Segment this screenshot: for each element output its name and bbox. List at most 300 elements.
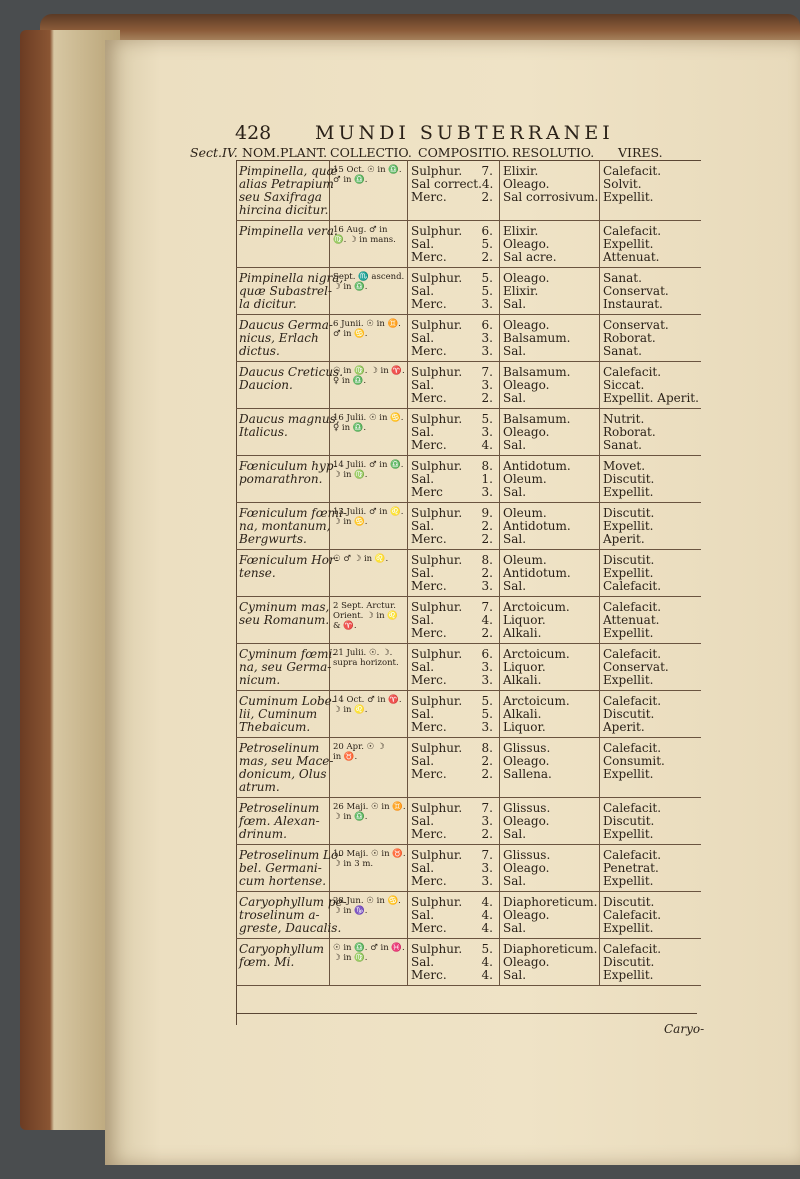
compositio-amount: 4. — [481, 177, 494, 191]
vires-cell — [600, 845, 702, 892]
collectio-line: 2 Sept. Arctur. — [333, 601, 396, 611]
compositio-element: Sal. — [411, 814, 435, 828]
plant-name-line: la dicitur. — [239, 297, 297, 311]
compositio-amount: 2. — [481, 532, 493, 546]
compositio-element: Sulphur. — [411, 741, 463, 755]
resolutio-line: Sal corrosivum. — [503, 190, 599, 204]
collectio-line: 13 Julii. ♂ in ♌. — [333, 507, 404, 517]
plant-name-line: Petroselinum Lo- — [239, 848, 343, 862]
resolutio-line: Sal acre. — [503, 250, 557, 264]
plant-name-line: fœm. Alexan- — [239, 814, 320, 828]
collectio-cell — [330, 221, 408, 268]
table-row — [236, 409, 701, 456]
plant-name-line: Italicus. — [239, 425, 288, 439]
compositio-element: Sal. — [411, 378, 435, 392]
compositio-element: Sulphur. — [411, 365, 463, 379]
plant-name-line: nicus, Erlach — [239, 331, 319, 345]
compositio-cell — [408, 456, 500, 503]
compositio-element: Sulphur. — [411, 506, 463, 520]
table-row — [236, 221, 701, 268]
collectio-line: 16 Aug. ♂ in — [333, 225, 388, 235]
collectio-cell — [330, 161, 408, 221]
vires-line: Movet. — [603, 459, 646, 473]
compositio-cell — [408, 161, 500, 221]
collectio-line: ☽ in ♍. — [333, 470, 368, 480]
compositio-amount: 2. — [481, 391, 493, 405]
resolutio-line: Glissus. — [503, 741, 551, 755]
vires-cell — [600, 221, 702, 268]
plant-name-cell — [236, 221, 338, 268]
plant-name-line: atrum. — [239, 780, 280, 794]
compositio-cell — [408, 362, 500, 409]
collectio-line: 28 Jun. ☉ in ♋. — [333, 896, 401, 906]
compositio-amount: 3. — [481, 579, 493, 593]
collectio-line: ♍. ☽ in mans. — [333, 235, 396, 245]
compositio-element: Sal. — [411, 754, 435, 768]
collectio-line: ☉ in ♍. ☽ in ♈. — [333, 366, 405, 376]
vires-line: Expellit. — [603, 968, 654, 982]
vires-line: Expellit. Aperit. — [603, 391, 699, 405]
plant-name-cell — [236, 268, 344, 315]
plant-name-cell — [236, 845, 343, 892]
compositio-element: Sal. — [411, 613, 435, 627]
resolutio-cell — [500, 550, 600, 597]
vires-line: Consumit. — [603, 754, 665, 768]
plant-name-line: seu Saxifraga — [239, 190, 322, 204]
resolutio-line: Alkali. — [503, 673, 542, 687]
compositio-element: Sulphur. — [411, 318, 463, 332]
vires-line: Aperit. — [603, 720, 645, 734]
collectio-cell — [330, 738, 408, 798]
compositio-amount: 9. — [481, 506, 493, 520]
plant-name-line: dictus. — [239, 344, 280, 358]
compositio-cell — [408, 644, 500, 691]
resolutio-line: Oleago. — [503, 318, 550, 332]
col-head-collectio: COLLECTIO. — [330, 145, 412, 160]
plant-name-cell — [236, 456, 338, 503]
compositio-amount: 3. — [481, 660, 493, 674]
resolutio-line: Sal. — [503, 297, 527, 311]
compositio-element: Sal. — [411, 519, 435, 533]
compositio-cell — [408, 597, 500, 644]
compositio-amount: 2. — [481, 250, 493, 264]
compositio-element: Sal. — [411, 861, 435, 875]
compositio-element: Sal correct. — [411, 177, 482, 191]
table-row — [236, 456, 701, 503]
resolutio-line: Sal. — [503, 968, 527, 982]
table-row — [236, 691, 701, 738]
compositio-element: Sulphur. — [411, 801, 463, 815]
compositio-amount: 4. — [481, 955, 493, 969]
compositio-amount: 3. — [481, 331, 493, 345]
compositio-amount: 4. — [481, 895, 493, 909]
vires-line: Attenuat. — [603, 250, 660, 264]
plant-name-line: Caryophyllum pe- — [239, 895, 347, 909]
compositio-amount: 4. — [481, 921, 493, 935]
compositio-element: Sulphur. — [411, 459, 463, 473]
collectio-line: ☉ in ♎. ♂ in ♓. — [333, 943, 405, 953]
compositio-element: Merc. — [411, 579, 447, 593]
vires-cell — [600, 315, 702, 362]
vires-cell — [600, 644, 702, 691]
plant-name-line: Daucus magnus, — [239, 412, 340, 426]
vires-cell — [600, 738, 702, 798]
collectio-line: Sept. ♏ ascend. — [333, 272, 405, 282]
resolutio-line: Alkali. — [503, 707, 542, 721]
collectio-line: ☽ in ♍. — [333, 953, 368, 963]
compositio-element: Sal. — [411, 566, 435, 580]
vires-line: Calefacit. — [603, 694, 662, 708]
resolutio-line: Oleago. — [503, 237, 550, 251]
resolutio-line: Sal. — [503, 438, 527, 452]
vires-cell — [600, 597, 702, 644]
collectio-line: 20 Apr. ☉ ☽ — [333, 742, 385, 752]
resolutio-line: Sal. — [503, 921, 527, 935]
collectio-cell — [330, 550, 408, 597]
plant-name-line: Bergwurts. — [239, 532, 307, 546]
vires-line: Calefacit. — [603, 647, 662, 661]
resolutio-line: Arctoicum. — [503, 647, 570, 661]
vires-line: Discutit. — [603, 472, 655, 486]
compositio-cell — [408, 738, 500, 798]
resolutio-cell — [500, 503, 600, 550]
resolutio-line: Sal. — [503, 344, 527, 358]
resolutio-line: Oleago. — [503, 908, 550, 922]
compositio-element: Sal. — [411, 237, 435, 251]
compositio-cell — [408, 939, 500, 986]
collectio-cell — [330, 892, 408, 939]
compositio-amount: 7. — [481, 365, 493, 379]
table-row — [236, 798, 701, 845]
compositio-cell — [408, 315, 500, 362]
vires-line: Sanat. — [603, 271, 642, 285]
col-head-vires: VIRES. — [618, 145, 663, 160]
compositio-element: Merc. — [411, 344, 447, 358]
vires-line: Nutrit. — [603, 412, 645, 426]
compositio-amount: 2. — [481, 827, 493, 841]
compositio-element: Sulphur. — [411, 647, 463, 661]
compositio-element: Merc. — [411, 532, 447, 546]
resolutio-line: Sal. — [503, 391, 527, 405]
vires-line: Calefacit. — [603, 741, 662, 755]
resolutio-line: Glissus. — [503, 848, 551, 862]
plant-name-cell — [236, 644, 337, 691]
plant-name-line: pomarathron. — [239, 472, 323, 486]
plant-name-line: bel. Germani- — [239, 861, 322, 875]
vires-line: Sanat. — [603, 344, 642, 358]
compositio-line — [411, 969, 497, 982]
resolutio-line: Elixir. — [503, 224, 539, 238]
compositio-amount: 8. — [481, 459, 493, 473]
plant-name-line: Daucus Germa- — [239, 318, 333, 332]
vires-line: Expellit. — [603, 237, 654, 251]
resolutio-cell — [500, 268, 600, 315]
compositio-element: Sulphur. — [411, 600, 463, 614]
compositio-amount: 4. — [481, 438, 493, 452]
resolutio-cell — [500, 409, 600, 456]
compositio-element: Sal. — [411, 284, 435, 298]
vires-line: Discutit. — [603, 506, 655, 520]
col-head-resolutio: RESOLUTIO. — [512, 145, 595, 160]
resolutio-line: Balsamum. — [503, 412, 571, 426]
vires-line: Calefacit. — [603, 801, 662, 815]
plant-name-line: cum hortense. — [239, 874, 327, 888]
compositio-amount: 3. — [481, 673, 493, 687]
compositio-amount: 5. — [481, 237, 493, 251]
table-row — [236, 161, 701, 221]
collectio-cell — [330, 456, 408, 503]
plant-name-cell — [236, 409, 340, 456]
vires-line: Calefacit. — [603, 600, 662, 614]
plant-name-cell — [236, 550, 339, 597]
resolutio-cell — [500, 161, 600, 221]
compositio-element: Sal. — [411, 707, 435, 721]
vires-line: Sanat. — [603, 438, 642, 452]
compositio-amount: 3. — [481, 425, 493, 439]
collectio-line: ☽ in ♌. — [333, 705, 368, 715]
vires-line: Discutit. — [603, 895, 655, 909]
compositio-element: Sulphur. — [411, 224, 463, 238]
plant-name-line: drinum. — [239, 827, 287, 841]
resolutio-line: Sallena. — [503, 767, 552, 781]
compositio-amount: 7. — [481, 600, 493, 614]
resolutio-line: Balsamum. — [503, 365, 571, 379]
compositio-line — [411, 721, 497, 734]
collectio-line: ♀ in ♎. — [333, 423, 367, 433]
plant-name-cell — [236, 691, 336, 738]
vires-cell — [600, 550, 702, 597]
resolutio-cell — [500, 798, 600, 845]
vires-line: Discutit. — [603, 955, 655, 969]
collectio-line: 14 Oct. ♂ in ♈. — [333, 695, 402, 705]
plant-name-line: Petroselinum — [239, 801, 320, 815]
vires-cell — [600, 161, 702, 221]
resolutio-line: Diaphoreticum. — [503, 895, 598, 909]
vires-line: Conservat. — [603, 318, 669, 332]
compositio-amount: 4. — [481, 613, 493, 627]
compositio-element: Sulphur. — [411, 848, 463, 862]
compositio-amount: 2. — [481, 754, 493, 768]
resolutio-cell — [500, 738, 600, 798]
collectio-cell — [330, 362, 408, 409]
vires-cell — [600, 456, 702, 503]
compositio-element: Sulphur. — [411, 942, 463, 956]
resolutio-line: Sal. — [503, 532, 527, 546]
resolutio-line: Oleago. — [503, 955, 550, 969]
plant-name-cell — [236, 315, 333, 362]
resolutio-cell — [500, 362, 600, 409]
compositio-amount: 5. — [481, 271, 493, 285]
plant-name-cell — [236, 503, 347, 550]
compositio-line — [411, 191, 497, 204]
resolutio-line: Sal. — [503, 579, 527, 593]
col-head-compositio: COMPOSITIO. — [418, 145, 510, 160]
compositio-amount: 4. — [481, 908, 493, 922]
vires-line: Roborat. — [603, 425, 656, 439]
collectio-line: ☽ in ♎. — [333, 282, 368, 292]
plant-name-cell — [236, 362, 344, 409]
plant-name-line: na, seu Germa- — [239, 660, 332, 674]
collectio-cell — [330, 409, 408, 456]
table-row — [236, 268, 701, 315]
collectio-cell — [330, 503, 408, 550]
compositio-line — [411, 828, 497, 841]
resolutio-line: Oleum. — [503, 472, 547, 486]
compositio-element: Merc. — [411, 391, 447, 405]
plant-name-line: Daucus Creticus. — [239, 365, 344, 379]
compositio-line — [411, 439, 497, 452]
compositio-line — [411, 298, 497, 311]
vires-line: Attenuat. — [603, 613, 660, 627]
resolutio-line: Oleago. — [503, 814, 550, 828]
plant-name-line: Cyminum mas, — [239, 600, 330, 614]
compositio-element: Sulphur. — [411, 271, 463, 285]
compositio-cell — [408, 845, 500, 892]
plant-name-line: hircina dicitur. — [239, 203, 329, 217]
compositio-amount: 8. — [481, 741, 493, 755]
table-row — [236, 597, 701, 644]
compositio-element: Merc. — [411, 673, 447, 687]
resolutio-line: Glissus. — [503, 801, 551, 815]
vires-line: Expellit. — [603, 673, 654, 687]
vires-cell — [600, 798, 702, 845]
plant-name-line: nicum. — [239, 673, 281, 687]
resolutio-line: Arctoicum. — [503, 694, 570, 708]
compositio-amount: 3. — [481, 814, 493, 828]
resolutio-line: Oleago. — [503, 425, 550, 439]
vires-line: Calefacit. — [603, 908, 662, 922]
compositio-cell — [408, 892, 500, 939]
compositio-element: Sulphur. — [411, 164, 463, 178]
plant-name-line: Pimpinella, quæ — [239, 164, 338, 178]
plant-name-line: lii, Cuminum — [239, 707, 318, 721]
resolutio-cell — [500, 597, 600, 644]
compositio-cell — [408, 798, 500, 845]
collectio-line: & ♈. — [333, 621, 357, 631]
resolutio-cell — [500, 892, 600, 939]
collectio-line: 15 Oct. ☉ in ♎. — [333, 165, 402, 175]
plant-name-line: alias Petrapium — [239, 177, 334, 191]
vires-line: Discutit. — [603, 814, 655, 828]
vires-line: Solvit. — [603, 177, 642, 191]
resolutio-line: Oleago. — [503, 754, 550, 768]
compositio-element: Sal. — [411, 908, 435, 922]
resolutio-line: Liquor. — [503, 660, 546, 674]
resolutio-cell — [500, 845, 600, 892]
compositio-line — [411, 922, 497, 935]
compositio-cell — [408, 691, 500, 738]
vires-line: Expellit. — [603, 485, 654, 499]
table-bottom-rule — [236, 1013, 697, 1016]
compositio-line — [411, 768, 497, 781]
compositio-amount: 2. — [481, 767, 493, 781]
collectio-cell — [330, 268, 408, 315]
vires-cell — [600, 892, 702, 939]
plant-name-cell — [236, 892, 347, 939]
compositio-element: Merc. — [411, 720, 447, 734]
collectio-line: ♂ in ♋. — [333, 329, 368, 339]
plant-name-line: Daucion. — [239, 378, 293, 392]
plant-name-line: Cyminum fœmi- — [239, 647, 337, 661]
resolutio-line: Alkali. — [503, 626, 542, 640]
compositio-amount: 3. — [481, 378, 493, 392]
collectio-line: 26 Maji. ☉ in ♊. — [333, 802, 406, 812]
compositio-cell — [408, 409, 500, 456]
collectio-cell — [330, 798, 408, 845]
resolutio-line: Elixir. — [503, 164, 539, 178]
vires-line: Instaurat. — [603, 297, 663, 311]
vires-line: Expellit. — [603, 190, 654, 204]
table-row — [236, 892, 701, 939]
compositio-amount: 7. — [481, 164, 493, 178]
compositio-element: Sal. — [411, 331, 435, 345]
vires-line: Calefacit. — [603, 848, 662, 862]
resolutio-cell — [500, 456, 600, 503]
collectio-line: 21 Julii. ☉. ☽. — [333, 648, 393, 658]
resolutio-cell — [500, 691, 600, 738]
resolutio-line: Diaphoreticum. — [503, 942, 598, 956]
collectio-line: Orient. ☽ in ♌ — [333, 611, 398, 621]
plant-name-line: Thebaicum. — [239, 720, 311, 734]
resolutio-line: Oleum. — [503, 553, 547, 567]
collectio-cell — [330, 845, 408, 892]
compositio-element: Sal. — [411, 660, 435, 674]
vires-cell — [600, 691, 702, 738]
table-row — [236, 738, 701, 798]
plant-name-cell — [236, 798, 330, 845]
compositio-element: Sulphur. — [411, 694, 463, 708]
plant-name-cell — [236, 161, 338, 221]
plant-name-cell — [236, 738, 334, 798]
compositio-element: Merc. — [411, 921, 447, 935]
collectio-cell — [330, 939, 408, 986]
compositio-line — [411, 486, 497, 499]
compositio-amount: 2. — [481, 626, 493, 640]
resolutio-cell — [500, 315, 600, 362]
plant-name-line: Fœniculum fœmi- — [239, 506, 347, 520]
running-title: MUNDI SUBTERRANEI — [315, 122, 614, 144]
plant-name-line: Caryophyllum — [239, 942, 325, 956]
collectio-cell — [330, 644, 408, 691]
plant-name-line: donicum, Olus — [239, 767, 327, 781]
resolutio-cell — [500, 644, 600, 691]
resolutio-line: Arctoicum. — [503, 600, 570, 614]
collectio-line: ♀ in ♎. — [333, 376, 367, 386]
plant-name-line: fœm. Mi. — [239, 955, 295, 969]
collectio-line: 16 Julii. ☉ in ♋. — [333, 413, 404, 423]
compositio-amount: 5. — [481, 412, 493, 426]
compositio-line — [411, 580, 497, 593]
compositio-line — [411, 392, 497, 405]
collectio-line: ☽ in ♋. — [333, 517, 368, 527]
resolutio-line: Oleago. — [503, 177, 550, 191]
plant-name-line: Petroselinum — [239, 741, 320, 755]
vires-line: Expellit. — [603, 767, 654, 781]
compositio-element: Merc. — [411, 827, 447, 841]
plant-name-line: Fœniculum hyp- — [239, 459, 338, 473]
collectio-line: supra horizont. — [333, 658, 399, 668]
compositio-amount: 3. — [481, 297, 493, 311]
resolutio-line: Liquor. — [503, 613, 546, 627]
compositio-element: Sulphur. — [411, 553, 463, 567]
plant-name-line: seu Romanum. — [239, 613, 330, 627]
compositio-element: Merc. — [411, 190, 447, 204]
compositio-amount: 2. — [481, 519, 493, 533]
resolutio-line: Antidotum. — [503, 459, 571, 473]
compositio-amount: 8. — [481, 553, 493, 567]
resolutio-line: Elixir. — [503, 284, 539, 298]
vires-cell — [600, 503, 702, 550]
